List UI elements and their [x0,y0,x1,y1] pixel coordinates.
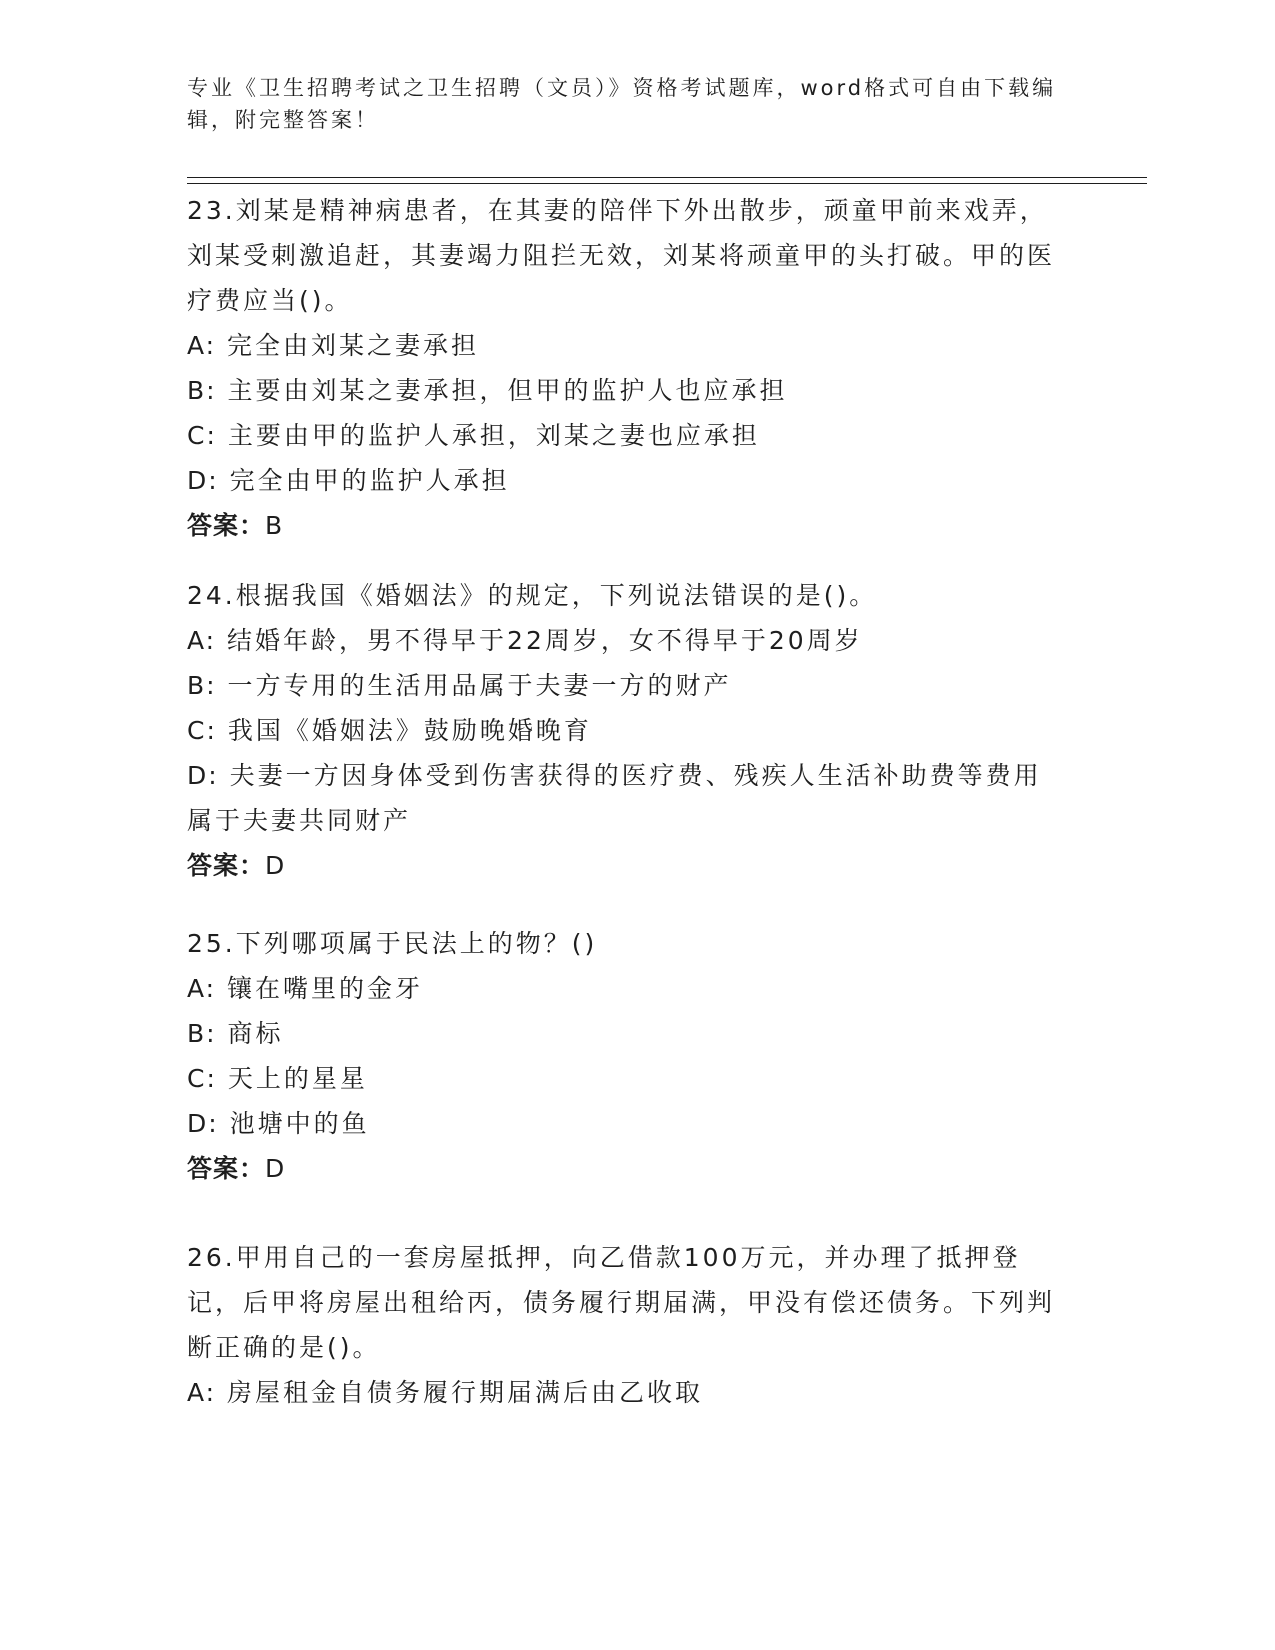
answer-label: 答案： [187,851,266,880]
option-key: C: [187,421,217,450]
question-stem: 24.根据我国《婚姻法》的规定，下列说法错误的是()。 [187,581,878,610]
option-key: B: [187,1019,217,1048]
option-text: 我国《婚姻法》鼓励晚婚晚育 [227,716,592,745]
question-24 [187,573,1067,888]
option-text: 天上的星星 [227,1064,368,1093]
option-text: 夫妻一方因身体受到伤害获得的医疗费、残疾人生活补助费等费用属于夫妻共同财产 [187,761,1042,835]
document-intro: 专业《卫生招聘考试之卫生招聘（文员）》资格考试题库，word格式可自由下载编辑，附完整答案！ [187,76,1057,132]
option-key: B: [187,376,217,405]
option-key: A: [187,626,217,655]
option-text: 主要由甲的监护人承担，刘某之妻也应承担 [227,421,760,450]
option-key: A: [187,974,217,1003]
option-key: D: [187,1109,219,1138]
option-key: D: [187,761,219,790]
option-text: 商标 [227,1019,284,1048]
question-stem: 26.甲用自己的一套房屋抵押，向乙借款100万元，并办理了抵押登记，后甲将房屋出租给丙，债务履行期届满，甲没有偿还债务。下列判断正确的是()。 [187,1243,1056,1362]
option-d [187,1101,1067,1146]
option-a [187,1370,1067,1415]
question-23 [187,188,1067,548]
answer-line [187,843,1067,888]
option-text: 完全由甲的监护人承担 [229,466,510,495]
option-a [187,966,1067,1011]
option-a [187,618,1067,663]
option-c [187,413,1067,458]
answer-line [187,1146,1067,1191]
option-b [187,663,1067,708]
option-text: 房屋租金自债务履行期届满后由乙收取 [227,1378,704,1407]
option-b [187,368,1067,413]
option-key: D: [187,466,219,495]
option-key: C: [187,716,217,745]
option-d [187,753,1067,843]
option-c [187,1056,1067,1101]
option-b [187,1011,1067,1056]
option-a [187,323,1067,368]
header-divider-bottom [187,183,1147,184]
answer-value: D [265,851,286,880]
option-text: 完全由刘某之妻承担 [227,331,480,360]
answer-line [187,503,1067,548]
question-25 [187,921,1067,1191]
question-26 [187,1235,1067,1415]
option-d [187,458,1067,503]
answer-value: D [265,1154,286,1183]
option-key: C: [187,1064,217,1093]
answer-label: 答案： [187,511,266,540]
option-text: 结婚年龄，男不得早于22周岁，女不得早于20周岁 [227,626,863,655]
answer-value: B [265,511,284,540]
question-stem: 25.下列哪项属于民法上的物？() [187,929,598,958]
option-key: B: [187,671,217,700]
option-key: A: [187,331,217,360]
option-text: 一方专用的生活用品属于夫妻一方的财产 [227,671,732,700]
option-key: A: [187,1378,217,1407]
answer-label: 答案： [187,1154,266,1183]
option-text: 镶在嘴里的金牙 [227,974,424,1003]
option-c [187,708,1067,753]
option-text: 主要由刘某之妻承担，但甲的监护人也应承担 [227,376,788,405]
question-stem: 23.刘某是精神病患者，在其妻的陪伴下外出散步，顽童甲前来戏弄，刘某受刺激追赶，其妻竭力阻拦无效，刘某将顽童甲的头打破。甲的医疗费应当()。 [187,196,1056,315]
header-divider-top [187,177,1147,178]
option-text: 池塘中的鱼 [229,1109,370,1138]
